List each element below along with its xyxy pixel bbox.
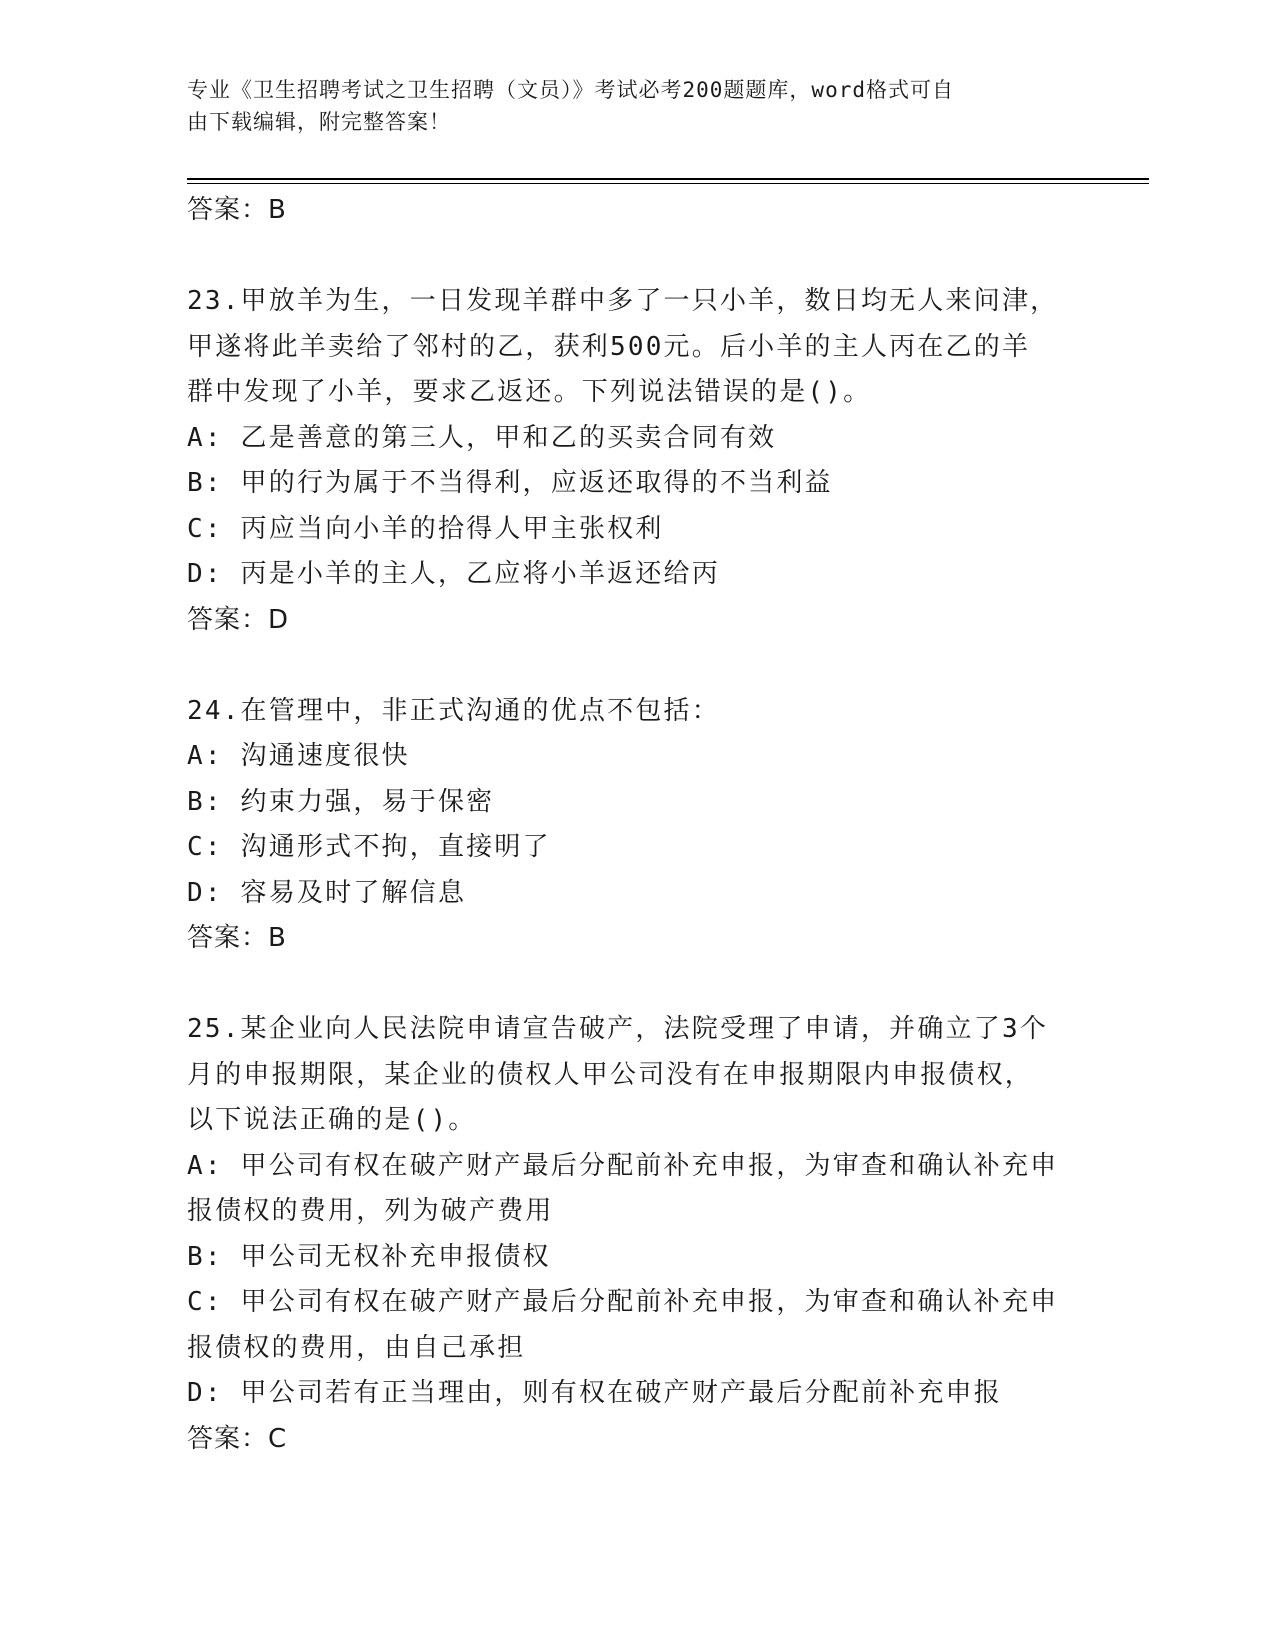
option-c: C: 沟通形式不拘，直接明了 bbox=[187, 832, 551, 862]
option-a: A: 沟通速度很快 bbox=[187, 741, 410, 771]
option-a: A: 甲公司有权在破产财产最后分配前补充申报，为审查和确认补充申 bbox=[187, 1150, 1059, 1181]
question-text-line: 25.某企业向人民法院申请宣告破产，法院受理了申请，并确立了3个 bbox=[187, 1014, 1049, 1044]
header-line-1: 专业《卫生招聘考试之卫生招聘（文员）》考试必考200题题库，word格式可自 bbox=[187, 78, 954, 102]
question-text-line: 月的申报期限，某企业的债权人甲公司没有在申报期限内申报债权， bbox=[187, 1059, 1034, 1090]
option-b: B: 甲公司无权补充申报债权 bbox=[187, 1241, 551, 1272]
option-c-continued: 报债权的费用，由自己承担 bbox=[187, 1332, 526, 1363]
question-24 bbox=[187, 689, 1087, 962]
header-divider-thick bbox=[187, 178, 1149, 180]
option-b: B: 约束力强，易于保密 bbox=[187, 786, 495, 817]
answer-23: 答案：D bbox=[187, 604, 290, 635]
option-d: D: 甲公司若有正当理由，则有权在破产财产最后分配前补充申报 bbox=[187, 1378, 1002, 1408]
question-text-line: 24.在管理中，非正式沟通的优点不包括： bbox=[187, 695, 720, 726]
option-a-continued: 报债权的费用，列为破产费用 bbox=[187, 1196, 554, 1226]
answer-25: 答案：C bbox=[187, 1423, 288, 1454]
option-d: D: 丙是小羊的主人，乙应将小羊返还给丙 bbox=[187, 559, 720, 589]
option-a: A: 乙是善意的第三人，甲和乙的买卖合同有效 bbox=[187, 422, 777, 453]
question-text-line: 以下说法正确的是()。 bbox=[187, 1105, 477, 1135]
option-b: B: 甲的行为属于不当得利，应返还取得的不当利益 bbox=[187, 468, 833, 498]
answer-24: 答案：B bbox=[187, 923, 287, 953]
spacer bbox=[187, 962, 1087, 1008]
spacer bbox=[187, 234, 1087, 280]
question-text-line: 甲遂将此羊卖给了邻村的乙，获利500元。后小羊的主人丙在乙的羊 bbox=[187, 331, 1031, 362]
document-header bbox=[187, 74, 1077, 138]
option-d: D: 容易及时了解信息 bbox=[187, 877, 467, 908]
question-text-line: 群中发现了小羊，要求乙返还。下列说法错误的是()。 bbox=[187, 377, 872, 407]
question-25 bbox=[187, 1007, 1087, 1462]
option-c: C: 丙应当向小羊的拾得人甲主张权利 bbox=[187, 513, 664, 544]
spacer bbox=[187, 643, 1087, 689]
question-23 bbox=[187, 279, 1087, 643]
answer-22: 答案：B bbox=[187, 195, 287, 225]
header-divider-thin bbox=[187, 183, 1149, 184]
header-line-2: 由下载编辑，附完整答案！ bbox=[187, 110, 451, 134]
document-body bbox=[187, 188, 1087, 1462]
question-text-line: 23.甲放羊为生，一日发现羊群中多了一只小羊，数日均无人来问津， bbox=[187, 286, 1059, 316]
option-c: C: 甲公司有权在破产财产最后分配前补充申报，为审查和确认补充申 bbox=[187, 1287, 1059, 1317]
